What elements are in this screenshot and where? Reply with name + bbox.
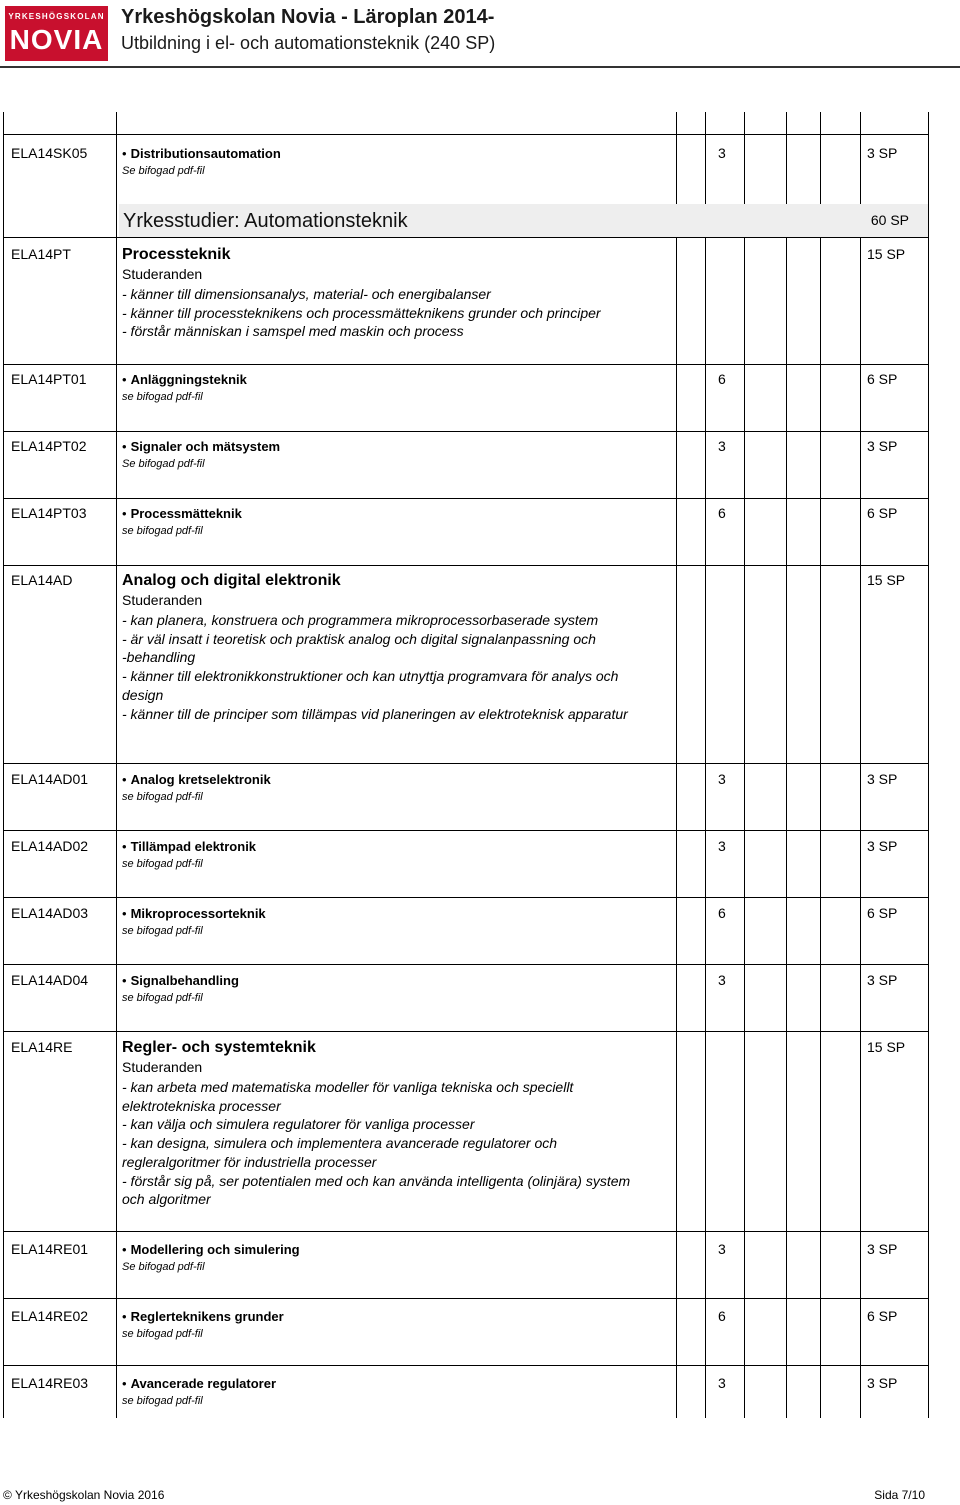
course-title: • Processmätteknik [122, 506, 242, 521]
course-credits: 3 [718, 145, 726, 161]
course-title: • Analog kretselektronik [122, 772, 271, 787]
document-title: Yrkeshögskolan Novia - Läroplan 2014- [121, 6, 495, 28]
course-sp: 3 SP [867, 1375, 898, 1391]
table-row [3, 1298, 928, 1366]
course-code: ELA14RE01 [11, 1241, 89, 1257]
module-objectives [122, 1078, 672, 1209]
module-title: Analog och digital elektronik [122, 572, 341, 589]
course-sp: 3 SP [867, 145, 898, 161]
course-credits: 6 [718, 1308, 726, 1324]
course-sp: 3 SP [867, 838, 898, 854]
course-title: • Signalbehandling [122, 973, 239, 988]
table-row [3, 763, 928, 831]
course-credits: 6 [718, 505, 726, 521]
course-credits: 6 [718, 371, 726, 387]
objective-line: -behandling [122, 649, 196, 666]
course-credits: 6 [718, 905, 726, 921]
course-code: ELA14SK05 [11, 145, 88, 161]
objective-line: - kan välja och simulera regulatorer för vanliga processer [122, 1116, 475, 1133]
course-code: ELA14RE02 [11, 1308, 89, 1324]
module-objectives [122, 611, 672, 723]
course-note: Se bifogad pdf-fil [122, 165, 205, 177]
table-row [3, 964, 928, 1032]
module-label: Studeranden [122, 592, 203, 608]
objective-line: - kan arbeta med matematiska modeller för vanliga tekniska och speciellt [122, 1079, 574, 1095]
module-code: ELA14AD [11, 572, 73, 588]
course-sp: 6 SP [867, 505, 898, 521]
course-credits: 3 [718, 1241, 726, 1257]
column-line [928, 112, 929, 1418]
table-row [3, 1365, 928, 1419]
module-objectives [122, 285, 672, 341]
module-code: ELA14RE [11, 1039, 73, 1055]
novia-logo [5, 6, 108, 61]
course-credits: 3 [718, 771, 726, 787]
table-row [3, 364, 928, 432]
page-header [0, 0, 960, 68]
table-row [3, 830, 928, 898]
course-note: Se bifogad pdf-fil [122, 1261, 205, 1273]
course-sp: 6 SP [867, 905, 898, 921]
table-row [3, 237, 928, 365]
course-code: ELA14PT01 [11, 371, 87, 387]
course-note: se bifogad pdf-fil [122, 992, 203, 1004]
objective-line: och algoritmer [122, 1191, 211, 1208]
course-code: ELA14AD03 [11, 905, 89, 921]
course-note: se bifogad pdf-fil [122, 1328, 203, 1340]
module-sp: 15 SP [867, 1039, 906, 1055]
course-note: se bifogad pdf-fil [122, 925, 203, 937]
objective-line: - förstår människan i samspel med maskin och process [122, 323, 464, 340]
table-row [3, 431, 928, 499]
course-title: • Modellering och simulering [122, 1242, 300, 1257]
table-row [3, 1231, 928, 1299]
course-note: se bifogad pdf-fil [122, 391, 203, 403]
objective-line: elektrotekniska processer [122, 1097, 281, 1114]
course-code: ELA14RE03 [11, 1375, 89, 1391]
logo-small-text: YRKESHÖGSKOLAN [8, 12, 105, 21]
course-sp: 3 SP [867, 972, 898, 988]
objective-line: - känner till processteknikens och processmätteknikens grunder och principer [122, 304, 601, 321]
logo-big-text: NOVIA [9, 24, 104, 55]
course-credits: 3 [718, 972, 726, 988]
course-note: se bifogad pdf-fil [122, 525, 203, 537]
section-title: Yrkesstudier: Automationsteknik [123, 210, 408, 232]
course-code: ELA14AD02 [11, 838, 89, 854]
module-label: Studeranden [122, 1059, 203, 1075]
course-code: ELA14PT02 [11, 438, 87, 454]
page-number: Sida 7/10 [874, 1488, 925, 1502]
course-title: • Tillämpad elektronik [122, 839, 256, 854]
module-title: Processteknik [122, 246, 231, 263]
table-row [3, 134, 928, 232]
course-sp: 3 SP [867, 771, 898, 787]
module-code: ELA14PT [11, 246, 71, 262]
course-note: se bifogad pdf-fil [122, 791, 203, 803]
section-header [119, 204, 928, 238]
table-row [3, 1031, 928, 1232]
course-title: • Distributionsautomation [122, 146, 281, 161]
objective-line: - känner till de principer som tillämpas vid planeringen av elektroteknisk apparatur [122, 705, 628, 722]
course-sp: 6 SP [867, 371, 898, 387]
objective-line: - känner till dimensionsanalys, material- och energibalanser [122, 286, 491, 302]
course-note: se bifogad pdf-fil [122, 858, 203, 870]
module-title: Regler- och systemteknik [122, 1039, 316, 1056]
table-row [3, 498, 928, 566]
course-sp: 3 SP [867, 438, 898, 454]
course-note: se bifogad pdf-fil [122, 1395, 203, 1407]
table-row [3, 897, 928, 965]
module-sp: 15 SP [867, 246, 906, 262]
document-subtitle: Utbildning i el- och automationsteknik (240 SP) [121, 33, 496, 53]
objective-line: design [122, 686, 164, 703]
course-title: • Mikroprocessorteknik [122, 906, 266, 921]
objective-line: - är väl insatt i teoretisk och praktisk analog och digital signalanpassning och [122, 630, 596, 647]
copyright-text: © Yrkeshögskolan Novia 2016 [3, 1488, 165, 1502]
objective-line: - förstår sig på, ser potentialen med och kan använda intelligenta (olinjära) system [122, 1172, 631, 1189]
course-credits: 3 [718, 438, 726, 454]
objective-line: - kan planera, konstruera och programmera mikroprocessorbaserade system [122, 612, 599, 628]
course-sp: 6 SP [867, 1308, 898, 1324]
section-sp: 60 SP [870, 212, 909, 228]
page-footer [0, 1487, 960, 1505]
course-title: • Reglerteknikens grunder [122, 1309, 284, 1324]
module-sp: 15 SP [867, 572, 906, 588]
course-credits: 3 [718, 1375, 726, 1391]
objective-line: regleralgoritmer för industriella processer [122, 1153, 377, 1170]
objective-line: - kan designa, simulera och implementera avancerade regulatorer och [122, 1135, 558, 1152]
module-label: Studeranden [122, 266, 203, 282]
table-row [3, 565, 928, 764]
course-title: • Anläggningsteknik [122, 372, 247, 387]
course-credits: 3 [718, 838, 726, 854]
course-code: ELA14PT03 [11, 505, 87, 521]
header-divider [0, 66, 960, 68]
course-code: ELA14AD01 [11, 771, 89, 787]
objective-line: - känner till elektronikkonstruktioner och kan utnyttja programvara för analys och [122, 668, 619, 685]
course-title: • Signaler och mätsystem [122, 439, 280, 454]
course-code: ELA14AD04 [11, 972, 89, 988]
course-title: • Avancerade regulatorer [122, 1376, 276, 1391]
course-sp: 3 SP [867, 1241, 898, 1257]
course-note: Se bifogad pdf-fil [122, 458, 205, 470]
